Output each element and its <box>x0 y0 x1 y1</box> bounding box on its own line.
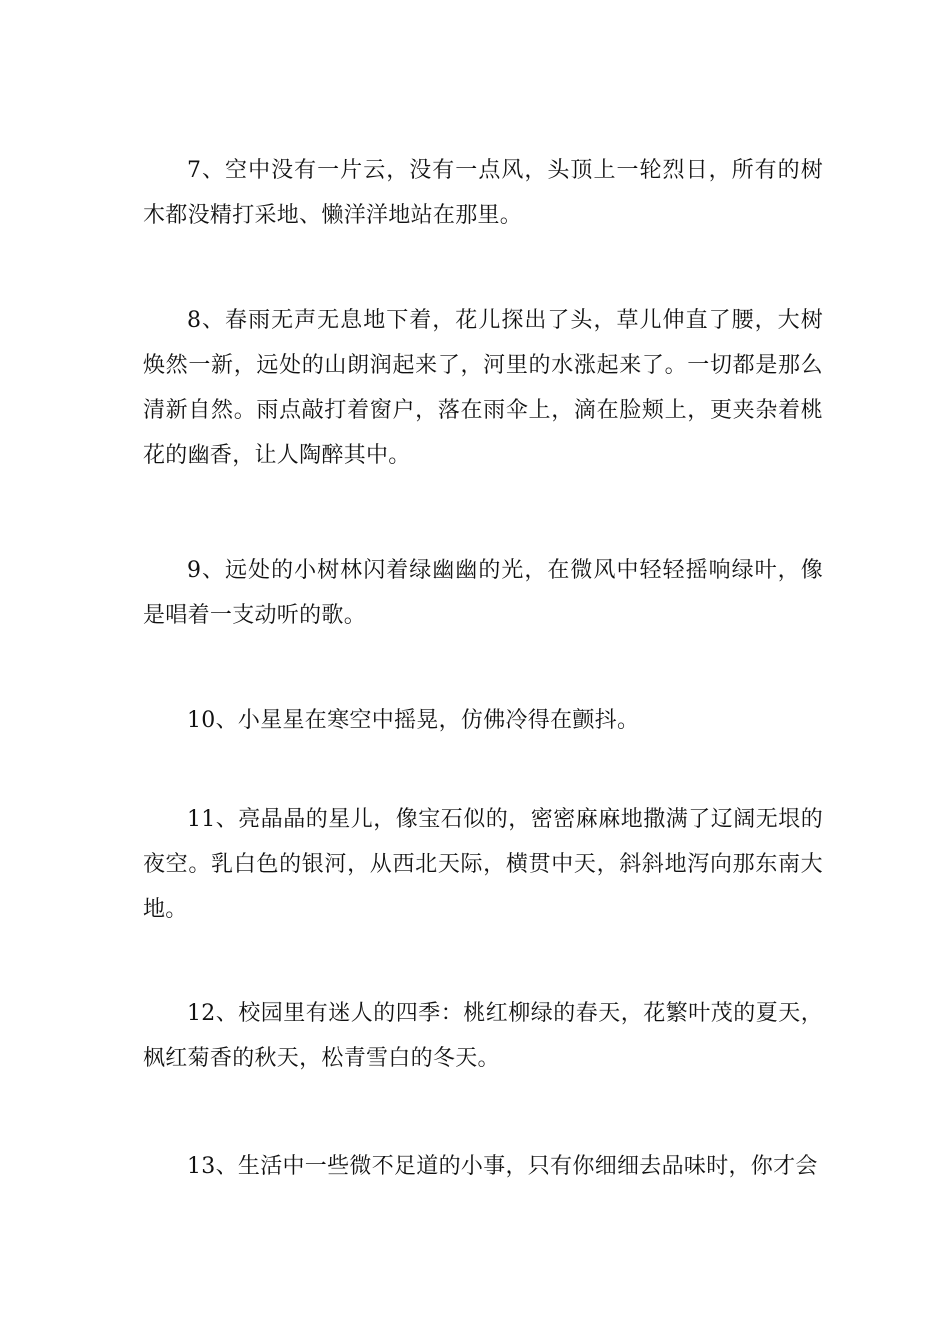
paragraph-12: 12、校园里有迷人的四季：桃红柳绿的春天，花繁叶茂的夏天，枫红菊香的秋天，松青雪白的冬天。 <box>143 1001 823 1071</box>
paragraph-8: 8、春雨无声无息地下着，花儿探出了头，草儿伸直了腰，大树焕然一新，远处的山朗润起来了，河里的水涨起来了。一切都是那么清新自然。雨点敲打着窗户，落在雨伞上，滴在脸颊上，更夹杂着桃花的幽香，让人陶醉其中。 <box>143 308 823 468</box>
paragraph-11: 11、亮晶晶的星儿，像宝石似的，密密麻麻地撒满了辽阔无垠的夜空。乳白色的银河，从西北天际，横贯中天，斜斜地泻向那东南大地。 <box>143 807 823 922</box>
paragraph-10: 10、小星星在寒空中摇晃，仿佛冷得在颤抖。 <box>187 708 640 733</box>
paragraph-9: 9、远处的小树林闪着绿幽幽的光，在微风中轻轻摇响绿叶，像是唱着一支动听的歌。 <box>143 558 823 628</box>
paragraph-13: 13、生活中一些微不足道的小事，只有你细细去品味时，你才会 <box>187 1154 818 1179</box>
paragraph-7: 7、空中没有一片云，没有一点风，头顶上一轮烈日，所有的树木都没精打采地、懒洋洋地站在那里。 <box>143 158 823 228</box>
